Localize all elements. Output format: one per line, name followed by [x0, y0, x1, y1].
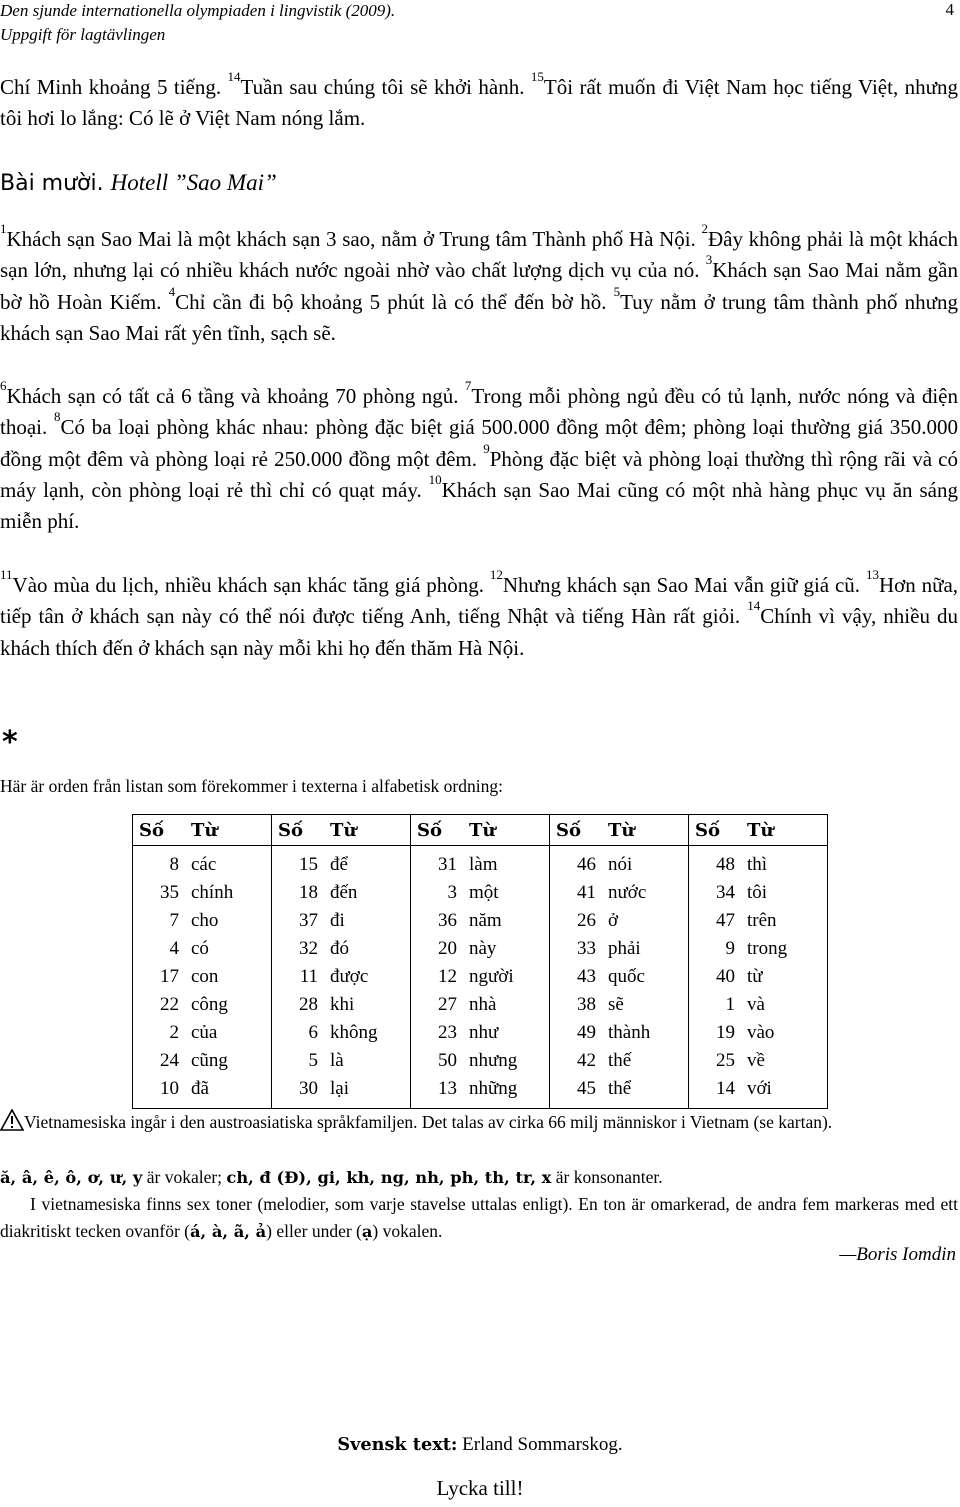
word-number: 35 [160, 882, 179, 903]
word: một [469, 882, 499, 903]
word: sẽ [608, 994, 624, 1015]
word-number: 19 [689, 1019, 742, 1047]
word-number: 22 [160, 994, 179, 1015]
table-row [133, 846, 828, 880]
sentence-number: 6 [0, 378, 7, 393]
text-paragraph-2 [0, 378, 959, 537]
word-number: 27 [411, 991, 464, 1019]
sentence: Khách sạn Sao Mai nằm gần bờ hồ Hoàn Kiếm. [0, 258, 959, 314]
translator-credit: Svensk text: Erland Sommarskog. [337, 1434, 623, 1455]
word-number: 28 [272, 991, 325, 1019]
sentence-number: 5 [613, 283, 621, 299]
table-row [133, 935, 828, 963]
word-number: 13 [411, 1075, 464, 1109]
vowel-list: ă, â, ê, ô, ơ, ư, y [0, 1168, 143, 1187]
word-number: 1 [689, 991, 742, 1019]
sentence-number: 13 [865, 567, 879, 582]
word-number: 2 [169, 1022, 179, 1043]
sentence-number: 14 [227, 69, 241, 84]
sentence-number: 10 [428, 471, 442, 487]
table-row [133, 963, 828, 991]
word-number: 7 [169, 910, 179, 931]
word: về [747, 1050, 765, 1071]
note-tones: I vietnamesiska finns sex toner (melodier, som varje stavelse uttalas enligt). En ton är omarkerad, de andra fem markeras med ett diakritiskt tecken ovanför (á, à, ã, ả) eller under (ạ) vokalen. [0, 1194, 958, 1241]
sentence-number: 8 [54, 409, 61, 425]
sentence: Chính vì vậy, nhiều du khách thích đến ở khách sạn này mỗi khi họ đến thăm Hà Nội. [0, 604, 958, 660]
sentence-number: 1 [0, 221, 7, 236]
word-number: 15 [272, 846, 325, 880]
word-number: 50 [411, 1047, 464, 1075]
word-number: 33 [550, 935, 603, 963]
sentence: Đây không phải là một khách sạn lớn, nhưng lại có nhiều khách nước ngoài nhờ vào chất lượng dịch vụ của nó. [0, 227, 959, 283]
word-number: 46 [550, 846, 603, 880]
word-number: 34 [689, 879, 742, 907]
intro-lead: Chí Minh khoảng 5 tiếng. [0, 75, 222, 99]
word: trong [747, 938, 788, 959]
word: làm [469, 854, 498, 875]
sentence-number: 15 [530, 69, 544, 84]
word: người [469, 966, 514, 987]
sentence: Có ba loại phòng khác nhau: phòng đặc biệt giá 500.000 đồng một đêm; phòng loại thường giá 350.000 đồng một đêm và phòng loại rẻ 250.000 đồng một đêm. [0, 415, 958, 471]
word-number: 24 [160, 1050, 179, 1071]
word: nhưng [469, 1050, 518, 1071]
word: từ [747, 966, 763, 987]
table-header-row: Số Từ Số Từ Số Từ Số Từ Số Từ [133, 815, 828, 846]
word: đã [191, 1078, 209, 1099]
section-label: Bài mười. [0, 171, 104, 196]
word-number: 49 [550, 1019, 603, 1047]
sentence: Nhưng khách sạn Sao Mai vẫn giữ giá cũ. [502, 573, 861, 597]
sentence-number: 2 [701, 221, 709, 236]
word-number: 8 [169, 854, 179, 875]
word: tôi [747, 882, 768, 903]
word: năm [469, 910, 502, 931]
sentence-number: 14 [747, 598, 761, 614]
sentence: Tuy nằm ở trung tâm thành phố nhưng khách sạn Sao Mai rất yên tĩnh, sạch sẽ. [0, 289, 958, 345]
word: này [469, 938, 497, 959]
word-number: 45 [550, 1075, 603, 1109]
word-number: 12 [411, 963, 464, 991]
word-number: 43 [550, 963, 603, 991]
word-number: 3 [411, 879, 464, 907]
sentence: Vào mùa du lịch, nhiều khách sạn khác tăng giá phòng. [12, 573, 485, 597]
sentence-15: Tôi rất muốn đi Việt Nam học tiếng Việt, nhưng tôi hơi lo lắng: Có lẽ ở Việt Nam nóng lắm. [0, 75, 959, 131]
word: trên [747, 910, 777, 931]
warning-icon [0, 1109, 24, 1139]
word-number: 36 [411, 907, 464, 935]
sentence-number: 4 [168, 283, 176, 299]
sentence-number: 7 [464, 378, 472, 393]
word: nhà [469, 994, 497, 1015]
table-row [133, 991, 828, 1019]
word-number: 23 [411, 1019, 464, 1047]
note-letters: ă, â, ê, ô, ơ, ư, y är vokaler; ch, đ (Đ), gi, kh, ng, nh, ph, th, tr, x är konsonanter. [0, 1167, 663, 1187]
text-paragraph-3 [0, 567, 959, 664]
word: vào [747, 1022, 775, 1043]
word-table [132, 814, 828, 1109]
word: không [330, 1022, 378, 1043]
word-number: 4 [169, 938, 179, 959]
word-number: 42 [550, 1047, 603, 1075]
table-row [133, 879, 828, 907]
word-number: 48 [689, 846, 742, 880]
section-name: Hotell ”Sao Mai” [110, 170, 277, 195]
section-separator: * [2, 725, 18, 760]
word: cũng [191, 1050, 228, 1071]
sentence-number: 11 [0, 567, 13, 582]
word: quốc [608, 966, 645, 987]
word: những [469, 1078, 518, 1099]
word: thế [608, 1050, 632, 1071]
sentence: Phòng đặc biệt và phòng loại thường thì rộng rãi và có máy lạnh, còn phòng loại rẻ thì chỉ có quạt máy. [0, 446, 959, 502]
sentence-number: 3 [705, 252, 713, 268]
word: được [330, 966, 369, 987]
word: có [191, 938, 209, 959]
word-number: 17 [160, 966, 179, 987]
word: con [191, 966, 219, 987]
table-row [133, 1075, 828, 1109]
word: thì [747, 854, 768, 875]
consonant-list: ch, đ (Đ), gi, kh, ng, nh, ph, th, tr, x [226, 1168, 552, 1187]
header-title: Den sjunde internationella olympiaden i lingvistik (2009). [0, 1, 396, 20]
sentence: Khách sạn Sao Mai cũng có một nhà hàng phục vụ ăn sáng miễn phí. [0, 477, 958, 534]
word-number: 5 [272, 1047, 325, 1075]
word: với [747, 1078, 772, 1099]
table-row [133, 907, 828, 935]
sentence-number: 12 [489, 567, 503, 582]
note-text: Vietnamesiska ingår i den austroasiatiska språkfamiljen. Det talas av cirka 66 milj människor i Vietnam (se kartan). [24, 1112, 833, 1132]
sentence: Trong mỗi phòng ngủ đều có tủ lạnh, nước nóng và điện thoại. [0, 384, 958, 440]
word-number: 40 [689, 963, 742, 991]
sentence: Khách sạn Sao Mai là một khách sạn 3 sao, nằm ở Trung tâm Thành phố Hà Nội. [6, 227, 696, 251]
word: thể [608, 1078, 632, 1099]
word-number: 6 [272, 1019, 325, 1047]
word: như [469, 1022, 499, 1043]
word: đến [330, 882, 358, 903]
word: phải [608, 938, 641, 959]
word-number: 10 [160, 1078, 179, 1099]
word: khi [330, 994, 355, 1015]
word-number: 25 [689, 1047, 742, 1075]
word: thành [608, 1022, 651, 1043]
word-number: 11 [272, 963, 325, 991]
word-number: 30 [272, 1075, 325, 1109]
word: ở [608, 910, 619, 931]
page-number: 4 [945, 0, 954, 19]
word-number: 20 [411, 935, 464, 963]
word: của [191, 1022, 218, 1043]
word: là [330, 1050, 344, 1071]
word: đi [330, 910, 345, 931]
sentence-number: 9 [483, 440, 490, 456]
sentence: Khách sạn có tất cả 6 tầng và khoảng 70 phòng ngủ. [6, 384, 459, 408]
section-title [0, 170, 277, 196]
table-row [133, 1019, 828, 1047]
word: chính [191, 882, 234, 903]
sentence: Hơn nữa, tiếp tân ở khách sạn này có thể nói được tiếng Anh, tiếng Nhật và tiếng Hàn rất giỏi. [0, 573, 959, 629]
word: và [747, 994, 765, 1015]
word-number: 41 [550, 879, 603, 907]
sentence-14: Tuần sau chúng tôi sẽ khởi hành. [240, 75, 525, 99]
word: nước [608, 882, 647, 903]
intro-paragraph [0, 69, 959, 135]
closing-line: Lycka till! [436, 1476, 524, 1500]
word-number: 38 [550, 991, 603, 1019]
word-number: 47 [689, 907, 742, 935]
word-number: 14 [689, 1075, 742, 1109]
word-number: 9 [689, 935, 742, 963]
word: đó [330, 938, 349, 959]
word: công [191, 994, 228, 1015]
sentence: Chỉ cần đi bộ khoảng 5 phút là có thể đến bờ hồ. [175, 289, 607, 314]
word-number: 26 [550, 907, 603, 935]
header-subtitle: Uppgift för lagtävlingen [0, 25, 166, 44]
word-list-intro: Här är orden från listan som förekommer i texterna i alfabetisk ordning: [0, 776, 503, 796]
word: nói [608, 854, 633, 875]
table-row [133, 1047, 828, 1075]
word-number: 32 [272, 935, 325, 963]
word: các [191, 854, 217, 875]
note-language [0, 1109, 958, 1139]
word: lại [330, 1078, 349, 1099]
author-signature: —Boris Iomdin [839, 1244, 956, 1265]
word: cho [191, 910, 219, 931]
word-number: 37 [272, 907, 325, 935]
word-number: 31 [411, 846, 464, 880]
text-paragraph-1 [0, 221, 959, 349]
word: để [330, 854, 348, 875]
word-number: 18 [272, 879, 325, 907]
